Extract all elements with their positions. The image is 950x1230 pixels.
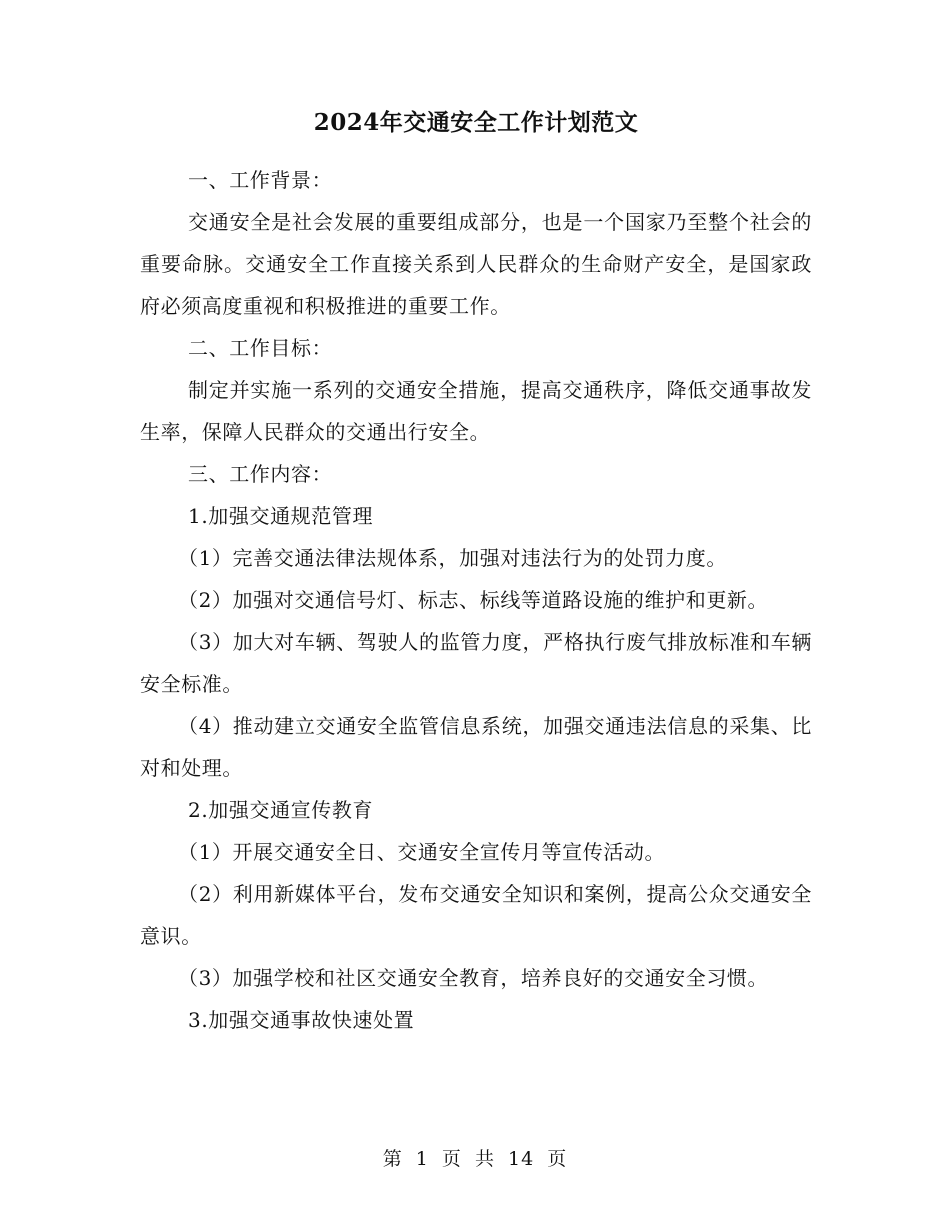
total-label-prefix: 共 bbox=[474, 1148, 495, 1170]
total-page-count: 14 bbox=[508, 1148, 535, 1170]
list-item: （1）开展交通安全日、交通安全宣传月等宣传活动。 bbox=[178, 840, 666, 864]
list-item: （2）利用新媒体平台，发布交通安全知识和案例，提高公众交通安全意识。 bbox=[140, 882, 812, 948]
subsection-heading-accident-handling: 3.加强交通事故快速处置 bbox=[188, 1008, 415, 1032]
document-body bbox=[140, 104, 812, 1041]
background-paragraph: 交通安全是社会发展的重要组成部分，也是一个国家乃至整个社会的重要命脉。交通安全工作直接关系到人民群众的生命财产安全，是国家政府必须高度重视和积极推进的重要工作。 bbox=[140, 210, 812, 318]
section-heading-content: 三、工作内容： bbox=[188, 462, 333, 486]
subsection-heading-education: 2.加强交通宣传教育 bbox=[188, 798, 374, 822]
page-label-suffix: 页 bbox=[547, 1148, 568, 1170]
list-item: （1）完善交通法律法规体系，加强对违法行为的处罚力度。 bbox=[178, 546, 727, 570]
page-label-mid: 页 bbox=[441, 1148, 462, 1170]
list-item: （2）加强对交通信号灯、标志、标线等道路设施的维护和更新。 bbox=[178, 588, 769, 612]
section-heading-goals: 二、工作目标： bbox=[188, 336, 333, 360]
list-item: （3）加强学校和社区交通安全教育，培养良好的交通安全习惯。 bbox=[178, 966, 769, 990]
list-item: （4）推动建立交通安全监管信息系统，加强交通违法信息的采集、比对和处理。 bbox=[140, 714, 812, 780]
page-label-prefix: 第 bbox=[382, 1148, 403, 1170]
current-page-number: 1 bbox=[415, 1148, 429, 1170]
subsection-heading-management: 1.加强交通规范管理 bbox=[188, 504, 374, 528]
document-title: 2024年交通安全工作计划范文 bbox=[313, 109, 639, 136]
page-footer bbox=[0, 1144, 950, 1174]
section-heading-background: 一、工作背景： bbox=[188, 168, 333, 192]
goals-paragraph: 制定并实施一系列的交通安全措施，提高交通秩序，降低交通事故发生率，保障人民群众的交通出行安全。 bbox=[140, 378, 812, 444]
list-item: （3）加大对车辆、驾驶人的监管力度，严格执行废气排放标准和车辆安全标准。 bbox=[140, 630, 812, 696]
